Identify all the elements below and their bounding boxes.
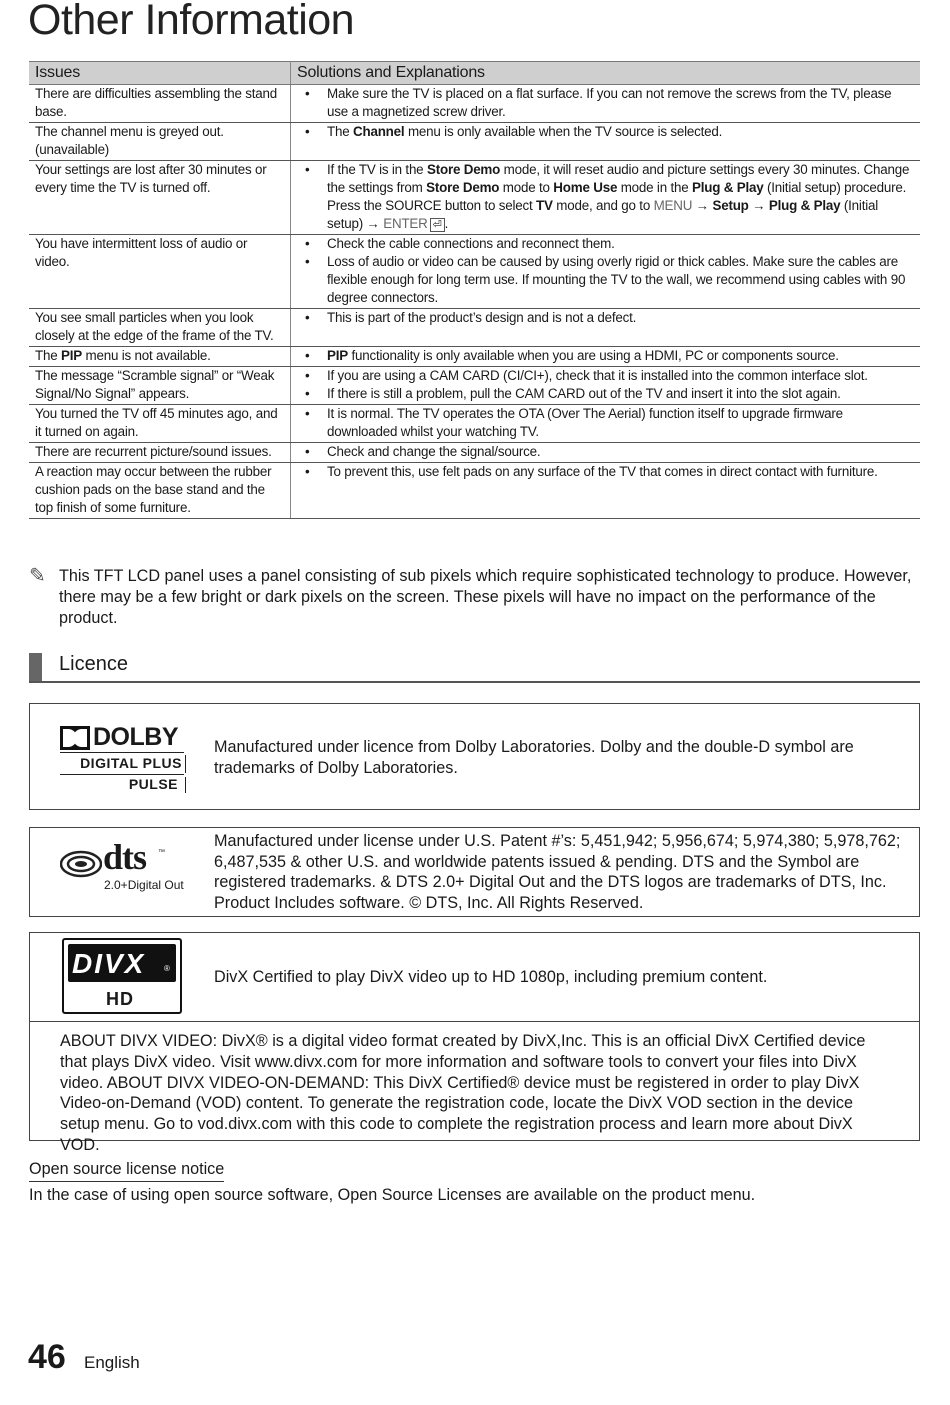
solution-item: • Loss of audio or video can be caused by using overly rigid or thick cables. Make sure the cables are flexible enough for long term use. If mounting the TV to the wall, we recommend using cables with 90 degree connectors.: [327, 253, 914, 307]
solution-bold-text: Setup: [712, 198, 749, 213]
table-header-row: [29, 62, 920, 85]
solution-cell: [291, 161, 921, 235]
pencil-note-icon: ✎: [29, 565, 46, 587]
page-number: 46: [28, 1338, 66, 1376]
issue-text: menu is not available.: [81, 348, 211, 363]
arrow-text: →: [748, 198, 769, 213]
solution-bold-text: Plug & Play: [692, 180, 764, 195]
solution-cell: [291, 347, 921, 367]
issue-bold-text: PIP: [61, 348, 82, 363]
solution-text: functionality is only available when you are using a HDMI, PC or components source.: [347, 348, 839, 363]
dts-licence-text: Manufactured under license under U.S. Patent #’s: 5,451,942; 5,956,674; 5,974,380; 5,978,762; 6,487,535 & other U.S. and worldwide patents issued & pending. DTS and the Symbol are registered trademarks. & DTS 2.0+ Digital Out and the DTS logos are trademarks of DTS, Inc. Product Includes software. © DTS, Inc. All Rights Reserved.: [214, 832, 901, 912]
table-row: [29, 235, 920, 309]
open-source-text: In the case of using open source software, Open Source Licenses are available on the product menu.: [29, 1186, 756, 1204]
solution-text: .: [444, 216, 449, 231]
solution-cell: [291, 443, 921, 463]
troubleshooting-table: [29, 61, 920, 519]
column-header-issues: Issues: [29, 62, 291, 85]
solution-text: mode in the: [617, 180, 693, 195]
solution-bold-text: Home Use: [553, 180, 618, 195]
table-row: [29, 161, 920, 235]
licence-heading: [29, 652, 920, 683]
issue-cell: Your settings are lost after 30 minutes or every time the TV is turned off.: [29, 161, 291, 235]
dts-logo: [60, 837, 190, 896]
lcd-panel-note: [29, 566, 919, 629]
licence-title: Licence: [59, 653, 128, 675]
issue-cell: There are difficulties assembling the stand base.: [29, 85, 291, 123]
solution-bold-text: Store Demo: [426, 180, 500, 195]
solution-text: mode, and go to: [552, 198, 654, 213]
enter-icon: ⏎: [430, 218, 445, 232]
issue-cell: There are recurrent picture/sound issues.: [29, 443, 291, 463]
table-row: [29, 123, 920, 161]
solution-item: [327, 123, 914, 141]
table-row: [29, 443, 920, 463]
solution-item: • To prevent this, use felt pads on any surface of the TV that comes in direct contact with furniture.: [327, 463, 914, 481]
issue-cell: The message “Scramble signal” or “Weak Signal/No Signal” appears.: [29, 367, 291, 405]
solution-bold-text: PIP: [327, 348, 348, 363]
solution-text: If the TV is in the: [327, 162, 427, 177]
issue-cell: You have intermittent loss of audio or video.: [29, 235, 291, 309]
solution-bold-text: Plug & Play: [768, 198, 841, 213]
dolby-licence-box: [29, 703, 920, 810]
issue-cell: You turned the TV off 45 minutes ago, and it turned on again.: [29, 405, 291, 443]
issue-text: The: [35, 348, 61, 363]
issue-text: (unavailable): [35, 142, 110, 157]
solution-text: The: [327, 124, 353, 139]
solution-item: • Check the cable connections and reconnect them.: [327, 235, 914, 253]
dolby-logo: [60, 724, 186, 792]
solution-item: • Make sure the TV is placed on a flat surface. If you can not remove the screws from the TV, please use a magnetized screw driver.: [327, 85, 914, 121]
column-header-solutions: Solutions and Explanations: [291, 62, 921, 85]
issue-cell: [29, 123, 291, 161]
solution-item: • This is part of the product’s design and is not a defect.: [327, 309, 914, 327]
solution-item: [327, 161, 914, 233]
menu-label: MENU: [653, 198, 693, 213]
issue-text: The channel menu is greyed out.: [35, 124, 224, 139]
double-d-icon: [60, 726, 90, 750]
divx-logo-hd: HD: [106, 989, 134, 1009]
solution-item: • If you are using a CAM CARD (CI/CI+), check that it is installed into the common interface slot.: [327, 367, 914, 385]
issue-cell: A reaction may occur between the rubber cushion pads on the base stand and the top finish of some furniture.: [29, 463, 291, 519]
table-row: [29, 309, 920, 347]
dts-licence-box: [29, 827, 920, 917]
dts-symbol-icon: [60, 850, 102, 878]
solution-item: • It is normal. The TV operates the OTA (Over The Aerial) function itself to upgrade firmware downloaded whilst your watching TV.: [327, 405, 914, 441]
open-source-title: Open source license notice: [29, 1160, 224, 1182]
dolby-logo-line2: PULSE: [128, 776, 178, 792]
menu-label: ENTER: [383, 216, 428, 231]
solution-cell: [291, 367, 921, 405]
page-language: English: [84, 1353, 140, 1372]
dolby-logo-word: DOLBY: [93, 723, 178, 751]
dts-logo-sub: 2.0+Digital Out: [104, 878, 184, 892]
table-row: [29, 463, 920, 519]
issue-cell: [29, 347, 291, 367]
divx-licence-text: DivX Certified to play DivX video up to HD 1080p, including premium content.: [214, 968, 768, 986]
solution-text: (Initial setup) →: [327, 198, 879, 231]
arrow-text: →: [692, 198, 713, 213]
solution-cell: [291, 235, 921, 309]
divx-about-text: ABOUT DIVX VIDEO: DivX® is a digital video format created by DivX,Inc. This is an official DivX Certified device that plays DivX video. Visit www.divx.com for more information and software tools to convert your files into DivX video. ABOUT DIVX VIDEO-ON-DEMAND: This DivX Certified® device must be registered in order to play DivX Video-on-Demand (VOD) content. To generate the registration code, locate the DivX VOD section in the device setup menu. Go to vod.divx.com with this code to complete the registration process and learn more about DivX VOD.: [60, 1032, 866, 1154]
solution-cell: [291, 405, 921, 443]
divx-licence-box: [29, 932, 920, 1154]
solution-cell: [291, 309, 921, 347]
divx-registered: ®: [164, 964, 170, 973]
divider: [30, 1021, 919, 1022]
solution-item: [327, 347, 914, 365]
solution-cell: [291, 463, 921, 519]
dolby-logo-line1: DIGITAL PLUS: [80, 755, 182, 771]
page-title: Other Information: [28, 0, 355, 44]
table-row: [29, 85, 920, 123]
solution-text: mode, it will reset audio and picture settings every 30 minutes. Change the settings from: [327, 162, 910, 195]
solution-item: • If there is still a problem, pull the CAM CARD out of the TV and insert it into the slot again.: [327, 385, 914, 403]
dts-logo-word: dts: [103, 837, 147, 877]
solution-text: mode to: [499, 180, 554, 195]
divx-logo: [62, 938, 184, 1016]
table-row: [29, 367, 920, 405]
table-row: [29, 405, 920, 443]
divx-logo-word: DIVX: [72, 948, 146, 979]
issue-cell: You see small particles when you look closely at the edge of the frame of the TV.: [29, 309, 291, 347]
note-text: This TFT LCD panel uses a panel consisting of sub pixels which require sophisticated technology to produce. However, there may be a few bright or dark pixels on the screen. These pixels will have no impact on the performance of the product.: [59, 567, 912, 627]
solution-bold-text: Channel: [353, 124, 405, 139]
solution-bold-text: TV: [536, 198, 553, 213]
solution-item: • Check and change the signal/source.: [327, 443, 914, 461]
solution-text: (Initial setup) procedure. Press the SOURCE button to select: [327, 180, 907, 213]
dts-trademark: ™: [158, 849, 165, 856]
solution-bold-text: Store Demo: [426, 162, 501, 177]
table-row: [29, 347, 920, 367]
solution-cell: [291, 123, 921, 161]
heading-bar: [29, 653, 42, 681]
dolby-licence-text: Manufactured under licence from Dolby Laboratories. Dolby and the double-D symbol are trademarks of Dolby Laboratories.: [214, 738, 854, 777]
solution-text: menu is only available when the TV source is selected.: [404, 124, 723, 139]
solution-cell: [291, 85, 921, 123]
